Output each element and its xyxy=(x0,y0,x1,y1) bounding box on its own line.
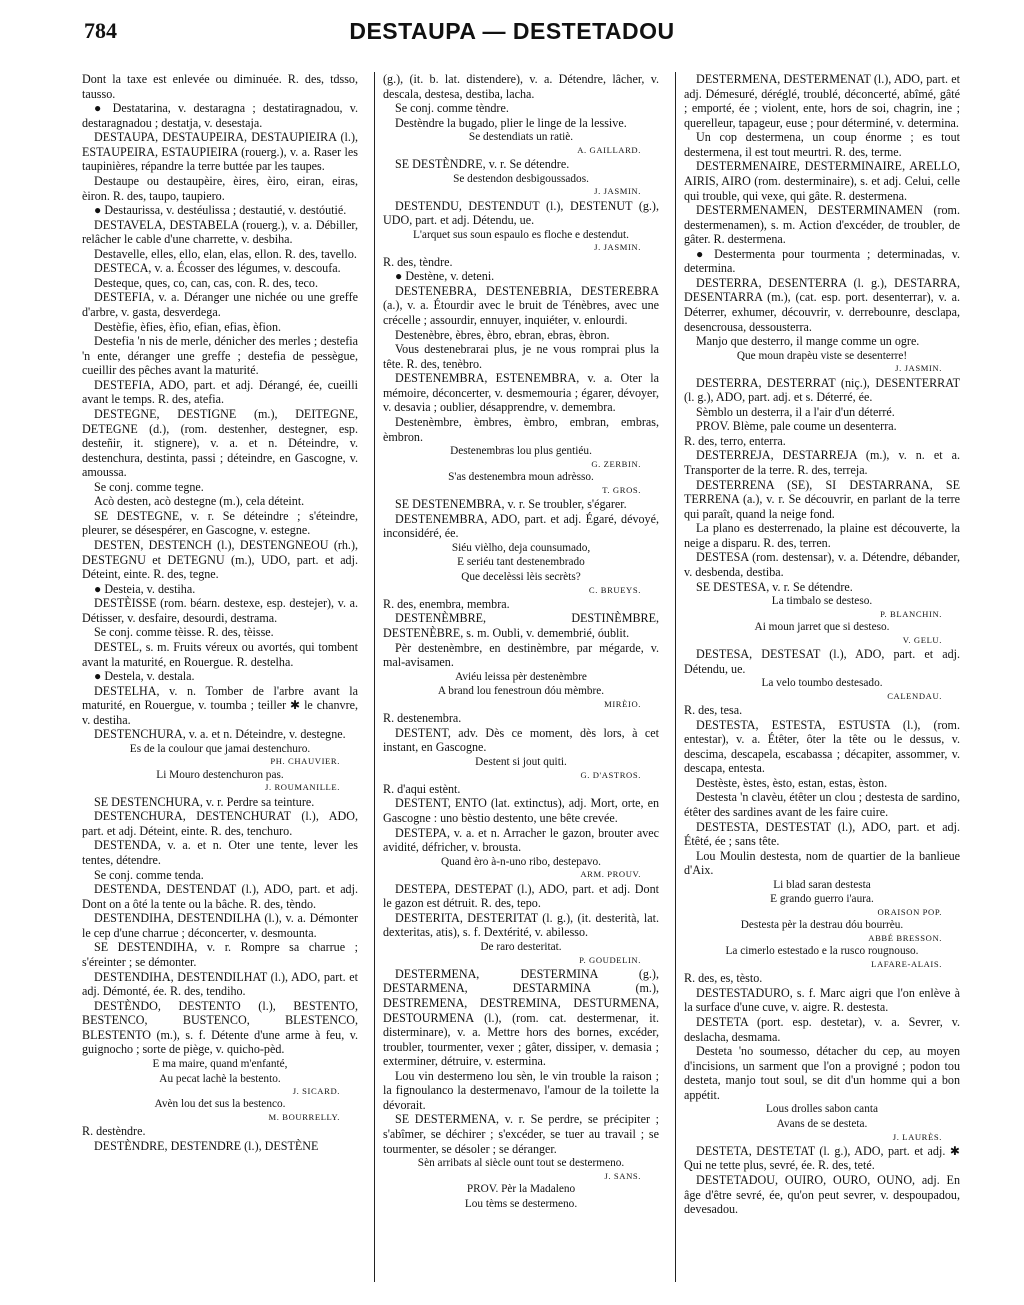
page-number: 784 xyxy=(84,18,117,43)
entry-continuation: R. destenembra. xyxy=(383,711,462,726)
citation-line: La timbalo se desteso. xyxy=(771,595,873,608)
entry-continuation: R. des, es, tèsto. xyxy=(684,971,763,986)
citation-line: Sèn arribats al siècle ount tout se destermeno. xyxy=(417,1157,625,1170)
entry-paragraph: ● Destermenta pour tourmenta ; determinadas, v. determina. xyxy=(684,246,960,276)
entry-paragraph: DESTEFIA, v. a. Déranger une nichée ou une greffe d'arbre, v. gasta, desverdega. xyxy=(82,290,358,319)
citation-line: Ai moun jarret que si desteso. xyxy=(754,621,890,634)
citation-line: A brand lou fenestroun dóu mèmbre. xyxy=(437,685,605,698)
entry-paragraph: Desteta 'no soumesso, détacher du cep, au moyen d'incisions, un sarment que l'on a provigné ; podon tou desteta, manjo tout soul, se dit d'un homme qui a bon appétit. xyxy=(684,1044,960,1102)
column-1 xyxy=(82,72,358,1282)
entry-paragraph: Destèndre la bugado, plier le linge de la lessive. xyxy=(395,115,627,130)
running-head: DESTAUPA — DESTETADOU xyxy=(349,18,675,44)
entry-paragraph: Vous destenebrarai plus, je ne vous romprai plus la tête. R. des, tenèbro. xyxy=(383,342,659,371)
citation-author: ORAISON POP. xyxy=(877,907,942,918)
entry-paragraph: Pèr destenèmbre, en destinèmbre, par mégarde, v. mal-avisamen. xyxy=(383,640,659,670)
citation-author: J. LAURÈS. xyxy=(892,1131,942,1142)
entry-paragraph: DESTAUPA, DESTAUPEIRA, DESTAUPIEIRA (l.), ESTAUPEIRA, ESTAUPIEIRA (rouerg.), v. a. Raser les taupinières, répandre la terre buttée par les taupes. xyxy=(82,130,358,174)
citation-author: ARM. PROUV. xyxy=(580,869,641,880)
entry-paragraph: DESTERMENA, DESTERMINA (g.), DESTARMENA, DESTARMINA (m.), DESTREMENA, DESTREMINA, DESTURMENA, DESTOURMENA (l.), (rom. cat. destermenar, it. disterminare), v. a. Mettre hors des bornes, excéder, troubler, tourmenter, vexer ; gâter, dissiper, v. demasia ; exterminer, détruire, v. estermina. xyxy=(383,966,659,1069)
entry-paragraph: DESTERRENA (SE), SI DESTARRANA, SE TERRENA (a.), v. r. Se découvrir, en parlant de la terre qui paraît, quand la neige fond. xyxy=(684,477,960,521)
entry-paragraph: DESTETA, DESTETAT (l. g.), ADO, part. et adj. ✱ Qui ne tette plus, sevré, ée. R. des, teté. xyxy=(684,1143,960,1173)
entry-paragraph: Lou Moulin destesta, nom de quartier de la banlieue d'Aix. xyxy=(684,848,960,878)
citation-line: Avans de se desteta. xyxy=(776,1117,868,1130)
entry-paragraph: DESTÈNDRE, DESTENDRE (l.), DESTÈNE xyxy=(94,1138,319,1153)
entry-paragraph: Destèste, èstes, èsto, estan, estas, èston. xyxy=(696,775,888,790)
entry-paragraph: DESTENDIHA, DESTENDILHA (l.), v. a. Démonter le cep d'une charrue ; déconcerter, v. desmounta. xyxy=(82,911,358,940)
entry-continuation: R. des, tèndre. xyxy=(383,254,453,269)
entry-paragraph: DESTESA (rom. destensar), v. a. Détendre, débander, v. desbenda, destiba. xyxy=(684,550,960,579)
entry-paragraph: La plano es desterrenado, la plaine est découverte, la neige a disparu. R. des, terren. xyxy=(684,521,960,550)
citation-author: J. ROUMANILLE. xyxy=(265,782,340,793)
entry-paragraph: ● Destela, v. destala. xyxy=(94,669,195,684)
citation-line: Li Mouro destenchuron pas. xyxy=(156,768,284,781)
citation-line: De raro desteritat. xyxy=(480,940,562,953)
entry-paragraph: DESTESTA, DESTESTAT (l.), ADO, part. et adj. Étêté, ée ; sans tête. xyxy=(684,819,960,849)
entry-paragraph: Destesta 'n clavèu, étêter un clou ; destesta de sardino, étêter des sardines avant de les faire cuire. xyxy=(684,790,960,819)
entry-paragraph: DESTENCHURA, DESTENCHURAT (l.), ADO, part. et adj. Déteint, einte. R. des, tenchuro. xyxy=(82,809,358,838)
entry-paragraph: DESTENDU, DESTENDUT (l.), DESTENUT (g.), UDO, part. et adj. Détendu, ue. xyxy=(383,198,659,228)
citation-line: Que decelèssi lèis secrèts? xyxy=(461,570,581,583)
citation-line: S'as destenembra moun adrèsso. xyxy=(448,471,594,484)
citation-author: T. GROS. xyxy=(602,484,641,495)
entry-paragraph: DESTERREJA, DESTARREJA (m.), v. n. et a. Transporter de la terre. R. des, terreja. xyxy=(684,448,960,478)
citation-line: Siéu vièlho, deja counsumado, xyxy=(451,541,591,554)
citation-line: La cimerlo estestado e la rusco rougnouso. xyxy=(725,945,919,958)
citation-line: Lou tèms se destermeno. xyxy=(464,1197,578,1210)
entry-paragraph: Se conj. comme tenda. xyxy=(94,867,204,882)
citation-line: Que moun drapèu viste se desenterre! xyxy=(736,349,908,362)
citation-line: Destesta pèr la destrau dóu bourrèu. xyxy=(740,919,904,932)
citation-author: LAFARE-ALAIS. xyxy=(871,958,942,969)
entry-paragraph: Desteque, ques, co, can, cas, con. R. des, teco. xyxy=(94,275,318,290)
entry-paragraph: DESTERITA, DESTERITAT (l. g.), (it. desterità, lat. dexteritas, atis), s. f. Dextérité, v. abilesso. xyxy=(383,910,659,940)
entry-paragraph: DESTESTA, ESTESTA, ESTUSTA (l.), (rom. entestar), v. a. Étêter, ôter la tête ou le dessus, v. descima, descapela, escabassa ; décapiter, assommer, v. descapa, entesta. xyxy=(684,717,960,776)
citation-line: Li blad saran destesta xyxy=(773,878,871,891)
entry-paragraph: ● Desteia, v. destiha. xyxy=(94,581,196,596)
entry-paragraph: Se conj. comme tegne. xyxy=(94,479,204,494)
entry-paragraph: DESTENDA, DESTENDAT (l.), ADO, part. et adj. Dont on a ôté la tente ou la bâche. R. des, tèndo. xyxy=(82,882,358,911)
entry-continuation: (g.), (it. b. lat. distendere), v. a. Détendre, lâcher, v. descala, destesa, destiba, lacha. xyxy=(383,72,659,101)
entry-paragraph: DESTESA, DESTESAT (l.), ADO, part. et adj. Détendu, ue. xyxy=(684,646,960,676)
entry-paragraph: Destèfie, èfies, èfio, efian, efias, èfion. xyxy=(94,319,282,334)
citation-author: J. JASMIN. xyxy=(594,186,641,197)
entry-paragraph: Se conj. comme tèisse. R. des, tèisse. xyxy=(94,625,274,640)
entry-paragraph: DESTEFIA, ADO, part. et adj. Dérangé, ée, cueilli avant le temps. R. des, atefia. xyxy=(82,377,358,407)
entry-paragraph: DESTENDIHA, DESTENDILHAT (l.), ADO, part. et adj. Démonté, ée. R. des, tendiho. xyxy=(82,969,358,999)
entry-paragraph: Un cop destermena, un coup énorme ; es tout destermena, il est tout meurtri. R. des, terme. xyxy=(684,130,960,159)
entry-paragraph: DESTERMENAIRE, DESTERMINAIRE, ARELLO, AIRIS, AIRO (rom. desterminaire), s. et adj. Celui, celle qui trouble, qui vexe, qui gâte. R. destermena. xyxy=(684,159,960,203)
entry-paragraph: ● Destène, v. deteni. xyxy=(395,269,495,284)
citation-author: V. GELU. xyxy=(902,634,942,645)
entry-paragraph: DESTENCHURA, v. a. et n. Déteindre, v. destegne. xyxy=(94,727,346,742)
citation-line: Aviéu leissa pèr destenèmbre xyxy=(455,670,587,683)
entry-paragraph: SE DESTÈNDRE, v. r. Se détendre. xyxy=(395,157,570,172)
entry-paragraph: PROV. Blème, pale coume un desenterra. xyxy=(696,419,897,434)
citation-author: M. BOURRELLY. xyxy=(268,1112,340,1123)
entry-paragraph: DESTÈNDO, DESTENTO (l.), BESTENTO, BESTENCO, BUSTENCO, BLESTENCO, BLESTENTO (m.), s. f. Détente d'une arme à feu, v. guignocho ; sorte de piège, v. quicho-pèd. xyxy=(82,998,358,1057)
column-3 xyxy=(675,72,960,1282)
entry-continuation: R. des, tesa. xyxy=(684,703,743,718)
citation-line: PROV. Pèr la Madaleno xyxy=(466,1183,576,1196)
entry-paragraph: DESTEPA, DESTEPAT (l.), ADO, part. et adj. Dont le gazon est détruit. R. des, tepo. xyxy=(383,881,659,911)
entry-continuation: R. d'aqui estènt. xyxy=(383,781,461,796)
citation-line: Destenembras lou plus gentiéu. xyxy=(450,445,592,458)
entry-continuation: R. destèndre. xyxy=(82,1124,146,1139)
citation-author: J. SICARD. xyxy=(292,1086,340,1097)
entry-paragraph: SE DESTENDIHA, v. r. Rompre sa charrue ; s'éreinter ; se démonter. xyxy=(82,940,358,969)
entry-paragraph: DESTENEMBRA, ESTENEMBRA, v. a. Oter la mémoire, déconcerter, v. desmemouria ; égarer, dévoyer, v. desavia ; oublier, désapprendre, v. demembra. xyxy=(383,371,659,415)
citation-line: Quand èro à-n-uno ribo, destepavo. xyxy=(441,855,601,868)
citation-line: Se destendon desbigoussados. xyxy=(453,172,589,185)
entry-paragraph: DESTERRA, DESTERRAT (niç.), DESENTERRAT (l. g.), ADO, part. adj. et s. Déterré, ée. xyxy=(684,375,960,405)
entry-paragraph: DESTETADOU, OUIRO, OURO, OUNO, adj. En âge d'être sevré, ée, qu'on peut sevrer, v. despoupadou, devesadou. xyxy=(684,1173,960,1217)
entry-paragraph: DESTECA, v. a. Écosser des légumes, v. descoufa. xyxy=(94,261,341,276)
entry-paragraph: DESTERMENAMEN, DESTERMINAMEN (rom. destermenamen), s. m. Action d'excéder, de troubler, de gâter. R. destermena. xyxy=(684,203,960,247)
citation-line: E grando guerro i'aura. xyxy=(770,893,874,906)
entry-paragraph: DESTENT, ENTO (lat. extinctus), adj. Mort, orte, en Gascogne : uno bèstio destento, une bête crevée. xyxy=(383,796,659,826)
citation-line: Se destendiats un ratiè. xyxy=(468,131,574,144)
entry-paragraph: Destaupe ou destaupèire, èires, èiro, eiran, eiras, èiron. R. des, taupo, taupiero. xyxy=(82,173,358,203)
entry-paragraph: Se conj. comme tèndre. xyxy=(395,101,509,116)
entry-paragraph: Manjo que desterro, il mange comme un ogre. xyxy=(696,334,920,349)
entry-paragraph: SE DESTENCHURA, v. r. Perdre sa teinture. xyxy=(94,794,315,809)
entry-continuation: R. des, enembra, membra. xyxy=(383,596,510,611)
entry-paragraph: ● Destaurissa, v. destéulissa ; destautié, v. destóutié. xyxy=(94,203,347,218)
entry-continuation: R. des, terro, enterra. xyxy=(684,433,786,448)
text-columns xyxy=(82,72,960,1282)
citation-author: J. JASMIN. xyxy=(895,363,942,374)
citation-line: L'arquet sus soun espaulo es floche e destendut. xyxy=(413,228,629,241)
citation-author: G. ZERBIN. xyxy=(591,458,641,469)
entry-paragraph: DESTEN, DESTENCH (l.), DESTENGNEOU (rh.), DESTEGNU et DETEGNU (m.), UDO, part. et adj. Déteint, einte. R. des, tegne. xyxy=(82,538,358,582)
citation-author: P. BLANCHIN. xyxy=(880,608,942,619)
citation-line: Avèn lou det sus la bestenco. xyxy=(154,1098,286,1111)
citation-line: Au pecat lachè la bestento. xyxy=(159,1072,281,1085)
entry-paragraph: DESTESTADURO, s. f. Marc aigri que l'on enlève à la surface d'une cuve, v. aigre. R. destesta. xyxy=(684,985,960,1015)
entry-paragraph: DESTÈISSE (rom. béarn. destexe, esp. destejer), v. a. Détisser, v. desfaire, desourdi, destrama. xyxy=(82,596,358,625)
entry-continuation: Dont la taxe est enlevée ou diminuée. R. des, tdsso, tausso. xyxy=(82,72,358,101)
entry-paragraph: DESTENÈMBRE, DESTINÈMBRE, DESTENÈBRE, s. m. Oubli, v. demembrié, óublit. xyxy=(383,611,659,640)
citation-author: J. SANS. xyxy=(604,1170,641,1181)
citation-author: A. GAILLARD. xyxy=(577,144,641,155)
entry-paragraph: DESTENEBRA, DESTENEBRIA, DESTEREBRA (a.), v. a. Étourdir avec le bruit de Ténèbres, avec une crécelle ; assourdir, ennuyer, inquiéter, v. enlourdi. xyxy=(383,283,659,328)
entry-paragraph: SE DESTERMENA, v. r. Se perdre, se précipiter ; s'abîmer, se déchirer ; s'excéder, se tuer au travail ; se tourmenter, se désoler ; se déranger. xyxy=(383,1112,659,1156)
entry-paragraph: Lou vin destermeno lou sèn, le vin trouble la raison ; la fignoulanco la destermenavo, l'amour de la toilette la dévorait. xyxy=(383,1068,659,1112)
entry-paragraph: ● Destatarina, v. destaragna ; destatiragnadou, v. destaragnadou ; destatja, v. desestaja. xyxy=(82,101,358,130)
entry-paragraph: Acò desten, acò destegne (m.), cela déteint. xyxy=(94,494,305,509)
citation-author: PH. CHAUVIER. xyxy=(270,756,340,767)
entry-paragraph: Sèmblo un desterra, il a l'air d'un déterré. xyxy=(696,404,895,419)
entry-paragraph: DESTERRA, DESENTERRA (l. g.), DESTARRA, DESENTARRA (m.), (cat. esp. port. desenterrar), v. a. Déterrer, exhumer, découvrir, v. derrebounre, desclapa, desencrousa, dessousterra. xyxy=(684,275,960,334)
entry-paragraph: DESTEL, s. m. Fruits véreux ou avortés, qui tombent avant la maturité, en Rouergue. R. destelha. xyxy=(82,639,358,669)
entry-paragraph: SE DESTESA, v. r. Se détendre. xyxy=(696,579,853,594)
entry-paragraph: Destefia 'n nis de merle, dénicher des merles ; destefia 'n ente, déranger une greffe ; destefia de pessègue, cueillir des pêches avant la maturité. xyxy=(82,334,358,378)
citation-author: G. D'ASTROS. xyxy=(580,769,641,780)
entry-paragraph: Destavelle, elles, ello, elan, elas, ellon. R. des, tavello. xyxy=(94,246,357,261)
citation-line: E ma maire, quand m'enfanté, xyxy=(152,1057,288,1070)
entry-paragraph: DESTENDA, v. a. et n. Oter une tente, lever les tentes, détendre. xyxy=(82,838,358,868)
citation-line: Lous drolles sabon canta xyxy=(766,1103,878,1116)
entry-paragraph: SE DESTEGNE, v. r. Se déteindre ; s'éteindre, pleurer, se désespérer, en Gascogne, v. estegne. xyxy=(82,508,358,538)
citation-line: E seriéu tant destenembrado xyxy=(457,556,585,569)
entry-paragraph: DESTAVELA, DESTABELA (rouerg.), v. a. Débiller, relâcher le cable d'une charrette, v. desbiha. xyxy=(82,217,358,247)
entry-paragraph: DESTENEMBRA, ADO, part. et adj. Égaré, dévoyé, inconsidéré, ée. xyxy=(383,511,659,541)
citation-author: ABBÉ BRESSON. xyxy=(868,932,942,943)
entry-paragraph: DESTEGNE, DESTIGNE (m.), DEITEGNE, DETEGNE (d.), (rom. destenher, destegner, esp. desteñir, it. stignere), v. a. et n. Déteindre, v. destenchura, destinta, passi ; déteindre, en Gascogne, v. amoussa. xyxy=(82,406,358,480)
citation-line: Es de la coulour que jamai destenchuro. xyxy=(129,742,311,755)
citation-author: J. JASMIN. xyxy=(594,242,641,253)
citation-author: MIRÈIO. xyxy=(604,698,641,709)
citation-author: C. BRUEYS. xyxy=(588,584,641,595)
column-2 xyxy=(374,72,659,1282)
entry-paragraph: DESTENT, adv. Dès ce moment, dès lors, à cet instant, en Gascogne. xyxy=(383,725,659,755)
citation-line: Destent si jout quiti. xyxy=(475,755,567,768)
citation-author: P. GOUDELIN. xyxy=(579,954,641,965)
entry-paragraph: DESTETA (port. esp. destetar), v. a. Sevrer, v. deslacha, desmama. xyxy=(684,1014,960,1044)
entry-paragraph: DESTEPA, v. a. et n. Arracher le gazon, brouter avec avidité, défricher, v. brousta. xyxy=(383,825,659,855)
entry-paragraph: DESTELHA, v. n. Tomber de l'arbre avant la maturité, en Rouergue, v. toumba ; teiller ✱ le chanvre, v. destiha. xyxy=(82,683,358,727)
citation-line: La velo toumbo destesado. xyxy=(761,677,883,690)
entry-paragraph: Destenèmbre, èmbres, èmbro, embran, embras, èmbron. xyxy=(383,414,659,444)
entry-paragraph: DESTERMENA, DESTERMENAT (l.), ADO, part. et adj. Démesuré, déréglé, troublé, déconcerté, abîmé, gâté ; emporté, ée ; violent, ente, hors de soi, chagrin, ine ; querelleur, tapageur, euse ; pour déterminé, v. determina. xyxy=(684,72,960,130)
entry-paragraph: Destenèbre, èbres, èbro, ebran, ebras, èbron. xyxy=(395,327,610,342)
entry-paragraph: SE DESTENEMBRA, v. r. Se troubler, s'égarer. xyxy=(395,497,627,512)
citation-author: CALENDAU. xyxy=(887,690,942,701)
